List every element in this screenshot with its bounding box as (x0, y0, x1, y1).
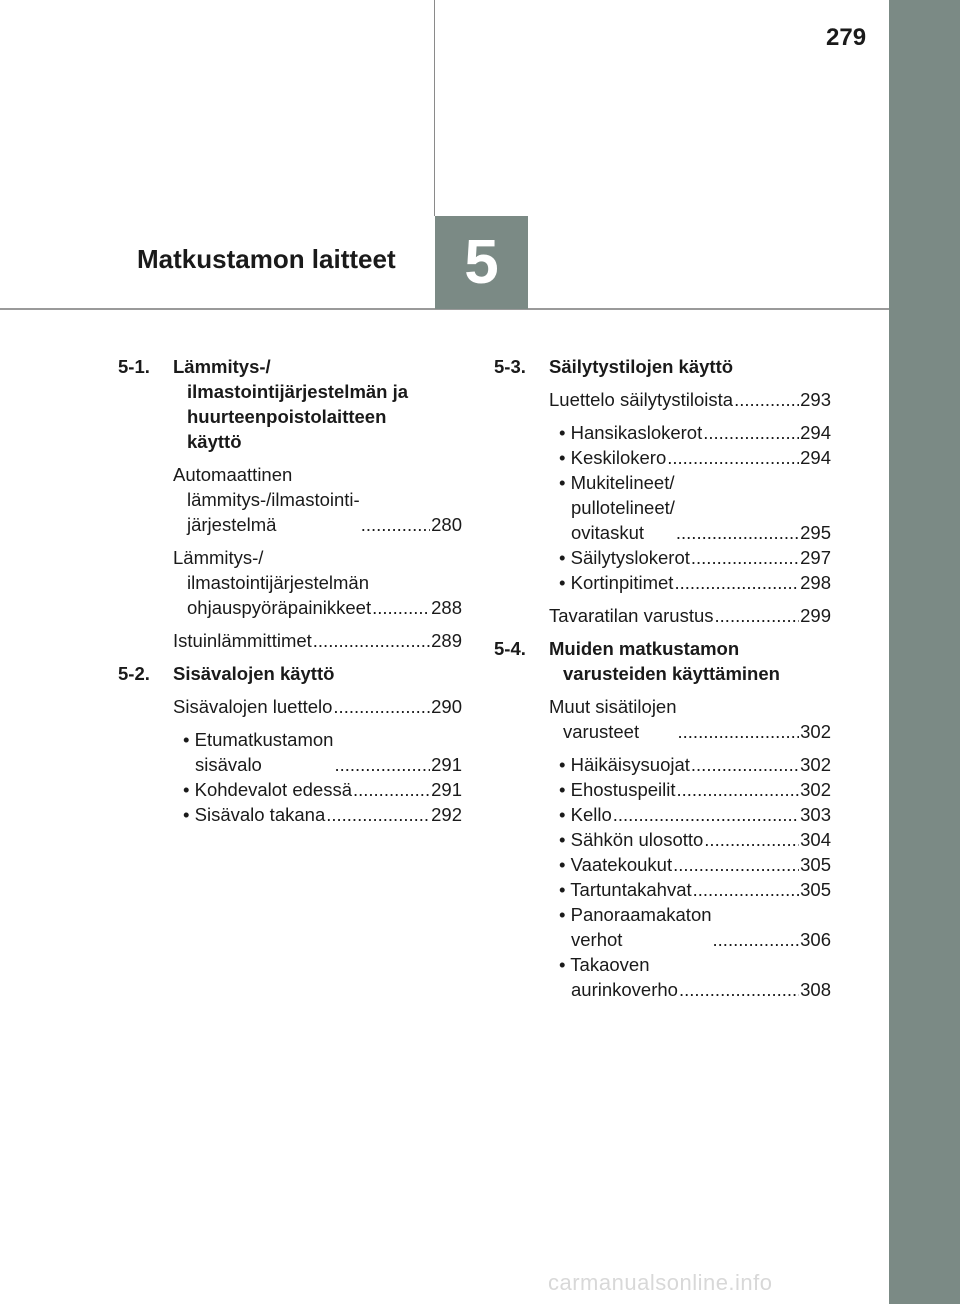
entry-line: Luettelo säilytystiloista (549, 389, 734, 410)
dot-leader (715, 603, 800, 628)
entry-line: • Kortinpitimet (559, 572, 674, 593)
entry-line: Muut sisätilojen (549, 696, 677, 717)
dot-leader (693, 877, 799, 902)
entry-text (559, 570, 673, 595)
entry-text (549, 387, 733, 412)
entry-text (559, 952, 678, 1002)
chapter-title: Matkustamon laitteet (137, 244, 396, 274)
entry-line: aurinkoverho (571, 979, 678, 1000)
toc-entry[interactable] (173, 694, 462, 719)
entry-line: • Keskilokero (559, 447, 667, 468)
section-title (549, 636, 831, 686)
entry-text (559, 877, 692, 902)
entry-line: järjestelmä (187, 514, 277, 535)
section-title-line: Lämmitys-/ (173, 356, 271, 377)
toc-entry[interactable] (549, 694, 831, 744)
entry-text (559, 445, 666, 470)
entry-line: lämmitys-/ilmastointi- (187, 489, 360, 510)
dot-leader (333, 694, 430, 719)
dot-leader (361, 512, 430, 537)
section-title-line: huurteenpoistolaitteen (187, 406, 387, 427)
toc-entry[interactable] (173, 545, 462, 620)
dot-leader (334, 752, 430, 777)
watermark: carmanualsonline.info (548, 1270, 773, 1295)
entry-text (559, 752, 690, 777)
dot-leader (676, 520, 799, 545)
dot-leader (713, 927, 800, 952)
entry-page-number: 298 (800, 572, 831, 593)
dot-leader (704, 827, 799, 852)
entry-line: ovitaskut (571, 522, 645, 543)
entry-line: Lämmitys-/ (173, 547, 264, 568)
dot-leader (734, 387, 799, 412)
section-number: 5-1. (118, 356, 150, 377)
entry-line: • Kohdevalot edessä (183, 779, 352, 800)
entry-line: ilmastointijärjestelmän (187, 572, 369, 593)
entry-line: • Sisävalo takana (183, 804, 326, 825)
entry-text (559, 827, 703, 852)
entry-page-number: 292 (431, 804, 462, 825)
section-number: 5-4. (494, 638, 526, 659)
section-heading (494, 636, 831, 686)
entry-line: • Sähkön ulosotto (559, 829, 704, 850)
dot-leader (678, 719, 800, 744)
entry-page-number: 295 (800, 522, 831, 543)
toc-sub-entry[interactable] (559, 445, 831, 470)
entry-line: • Vaatekoukut (559, 854, 673, 875)
entry-text (173, 462, 360, 537)
section-heading (494, 354, 831, 379)
toc-sub-entry[interactable] (559, 902, 831, 952)
dot-leader (677, 777, 800, 802)
toc-sub-entry[interactable] (559, 827, 831, 852)
entry-page-number: 290 (431, 696, 462, 717)
section-spacer (494, 1002, 831, 1010)
entry-line: • Kello (559, 804, 612, 825)
entry-line: • Etumatkustamon (183, 729, 334, 750)
entry-text (549, 603, 714, 628)
entry-line: • Häikäisysuojat (559, 754, 690, 775)
dot-leader (353, 777, 430, 802)
section-number: 5-2. (118, 663, 150, 684)
toc-sub-entry[interactable] (559, 470, 831, 545)
dot-leader (679, 977, 799, 1002)
dot-leader (613, 802, 799, 827)
dot-leader (326, 802, 430, 827)
entry-page-number: 303 (800, 804, 831, 825)
dot-leader (703, 420, 799, 445)
entry-line: ohjauspyöräpainikkeet (187, 597, 372, 618)
entry-line: Tavaratilan varustus (549, 605, 714, 626)
section-title-line: Säilytystilojen käyttö (549, 356, 734, 377)
section-heading (118, 354, 462, 454)
section-spacer (118, 827, 462, 835)
entry-text (559, 545, 690, 570)
dot-leader (372, 595, 430, 620)
toc-sub-entry[interactable] (559, 752, 831, 777)
entry-page-number: 308 (800, 979, 831, 1000)
entry-page-number: 302 (800, 721, 831, 742)
entry-page-number: 291 (431, 754, 462, 775)
entry-page-number: 305 (800, 879, 831, 900)
entry-line: • Tartuntakahvat (559, 879, 692, 900)
entry-text (183, 777, 352, 802)
entry-text (549, 694, 677, 744)
toc-entry[interactable] (173, 628, 462, 653)
entry-page-number: 299 (800, 605, 831, 626)
entry-line: • Takaoven (559, 954, 650, 975)
dot-leader (674, 570, 799, 595)
toc-sub-entry[interactable] (559, 777, 831, 802)
entry-text (559, 470, 675, 545)
entry-text (183, 727, 333, 777)
dot-leader (313, 628, 430, 653)
dot-leader (691, 752, 799, 777)
section-title-line: Muiden matkustamon (549, 638, 740, 659)
toc-sub-entry[interactable] (559, 952, 831, 1002)
entry-text (559, 420, 702, 445)
section-heading (118, 661, 462, 686)
header-vertical-rule (434, 0, 435, 216)
section-title (173, 661, 462, 686)
entry-line: pullotelineet/ (571, 497, 675, 518)
toc-sub-entry[interactable] (183, 777, 462, 802)
section-title (173, 354, 462, 454)
toc-sub-entry[interactable] (183, 727, 462, 777)
section-title-line: varusteiden käyttäminen (563, 663, 780, 684)
entry-text (559, 902, 712, 952)
toc-sub-entry[interactable] (559, 802, 831, 827)
dot-leader (673, 852, 799, 877)
toc-sub-entry[interactable] (559, 570, 831, 595)
entry-page-number: 288 (431, 597, 462, 618)
entry-line: • Säilytyslokerot (559, 547, 690, 568)
chapter-number-box (435, 216, 528, 309)
entry-line: • Ehostuspeilit (559, 779, 676, 800)
entry-page-number: 293 (800, 389, 831, 410)
entry-page-number: 306 (800, 929, 831, 950)
toc-entry[interactable] (549, 603, 831, 628)
section-title (549, 354, 831, 379)
entry-page-number: 294 (800, 422, 831, 443)
page-number: 279 (826, 24, 867, 51)
entry-line: Automaattinen (173, 464, 293, 485)
entry-line: verhot (571, 929, 623, 950)
entry-page-number: 294 (800, 447, 831, 468)
entry-text (559, 852, 672, 877)
entry-text (173, 628, 312, 653)
entry-page-number: 302 (800, 779, 831, 800)
toc-entry[interactable] (173, 462, 462, 537)
dot-leader (691, 545, 799, 570)
entry-line: varusteet (563, 721, 640, 742)
section-title-line: Sisävalojen käyttö (173, 663, 335, 684)
chapter-number: 5 (464, 228, 499, 297)
toc-sub-entry[interactable] (559, 420, 831, 445)
entry-line: Istuinlämmittimet (173, 630, 312, 651)
entry-page-number: 302 (800, 754, 831, 775)
entry-page-number: 280 (431, 514, 462, 535)
entry-text (183, 802, 325, 827)
toc-sub-entry[interactable] (559, 852, 831, 877)
dot-leader (667, 445, 799, 470)
entry-page-number: 304 (800, 829, 831, 850)
entry-text (559, 777, 676, 802)
entry-line: • Mukitelineet/ (559, 472, 675, 493)
entry-page-number: 291 (431, 779, 462, 800)
toc-sub-entry[interactable] (559, 545, 831, 570)
toc-sub-entry[interactable] (559, 877, 831, 902)
entry-line: • Panoraamakaton (559, 904, 712, 925)
section-number: 5-3. (494, 356, 526, 377)
chapter-side-tab (889, 0, 960, 1304)
entry-page-number: 305 (800, 854, 831, 875)
entry-text (173, 694, 332, 719)
entry-text (559, 802, 612, 827)
entry-line: • Hansikaslokerot (559, 422, 703, 443)
entry-page-number: 289 (431, 630, 462, 651)
entry-line: Sisävalojen luettelo (173, 696, 333, 717)
entry-line: sisävalo (195, 754, 262, 775)
toc-left-column (118, 354, 462, 835)
entry-text (173, 545, 371, 620)
toc-entry[interactable] (549, 387, 831, 412)
toc-sub-entry[interactable] (183, 802, 462, 827)
toc-right-column (494, 354, 831, 1010)
section-title-line: ilmastointijärjestelmän ja (187, 381, 409, 402)
entry-page-number: 297 (800, 547, 831, 568)
section-title-line: käyttö (187, 431, 242, 452)
